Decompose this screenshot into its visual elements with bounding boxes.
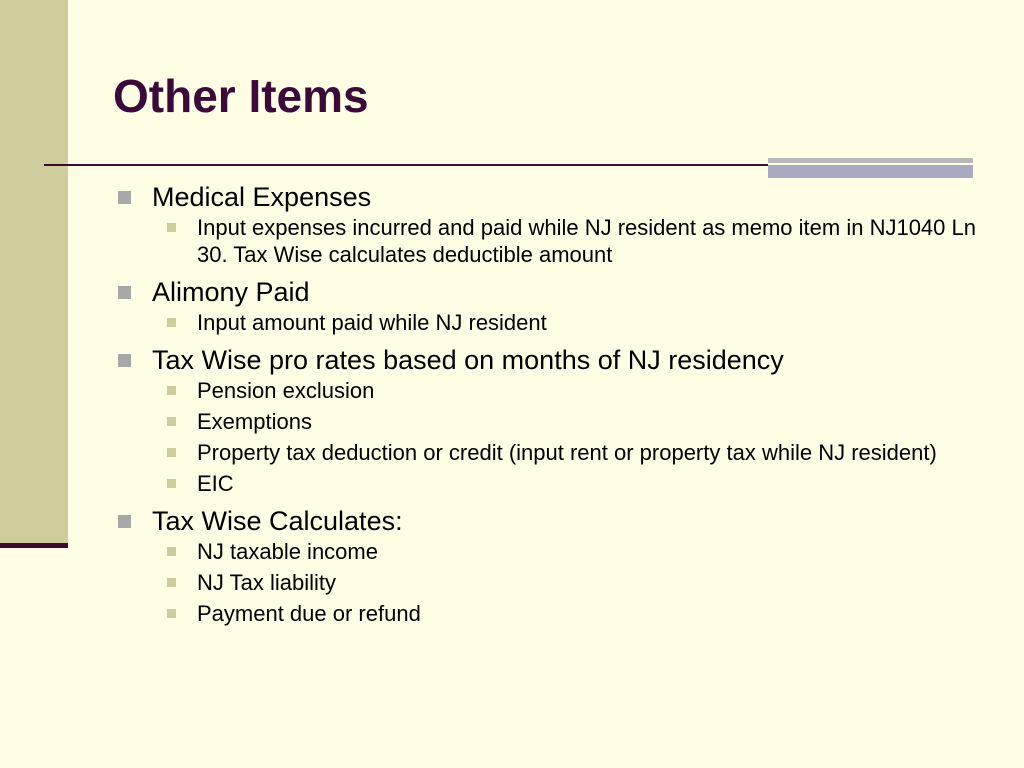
sub-bullet-text: Property tax deduction or credit (input rent or property tax while NJ resident): [197, 440, 937, 465]
bullet-tax-wise-calculates: [113, 504, 983, 538]
square-bullet-icon: [167, 223, 176, 232]
square-bullet-icon: [118, 515, 131, 528]
square-bullet-icon: [118, 286, 131, 299]
sub-bullet-text: Input amount paid while NJ resident: [197, 310, 547, 335]
square-bullet-icon: [118, 191, 131, 204]
sub-bullet-medical-input: [113, 214, 983, 268]
bullet-text: Tax Wise pro rates based on months of NJ residency: [152, 345, 784, 375]
bullet-pro-rates: [113, 343, 983, 377]
sub-bullet-eic: [113, 470, 983, 497]
square-bullet-icon: [167, 417, 176, 426]
square-bullet-icon: [167, 609, 176, 618]
square-bullet-icon: [167, 448, 176, 457]
bullet-text: Medical Expenses: [152, 182, 372, 212]
sub-bullet-text: Payment due or refund: [197, 601, 421, 626]
sub-bullet-alimony-input: [113, 309, 983, 336]
square-bullet-icon: [167, 386, 176, 395]
sub-bullet-payment-due: [113, 600, 983, 627]
sub-bullet-nj-taxable-income: [113, 538, 983, 565]
square-bullet-icon: [167, 479, 176, 488]
sub-bullet-text: NJ Tax liability: [197, 570, 336, 595]
title-divider: [44, 164, 773, 166]
sub-bullet-pension-exclusion: [113, 377, 983, 404]
sub-bullet-exemptions: [113, 408, 983, 435]
left-accent-bar: [0, 0, 68, 545]
sub-bullet-text: Pension exclusion: [197, 378, 375, 403]
title-divider-accent: [768, 158, 973, 178]
sub-bullet-text: NJ taxable income: [197, 539, 378, 564]
sub-bullet-nj-tax-liability: [113, 569, 983, 596]
slide-title: Other Items: [113, 70, 369, 122]
bullet-alimony-paid: [113, 275, 983, 309]
sub-bullet-property-tax: [113, 439, 983, 466]
square-bullet-icon: [167, 578, 176, 587]
left-accent-bar-foot: [0, 543, 68, 548]
bullet-text: Tax Wise Calculates:: [152, 506, 403, 536]
square-bullet-icon: [118, 354, 131, 367]
bullet-medical-expenses: [113, 180, 983, 214]
square-bullet-icon: [167, 547, 176, 556]
bullet-text: Alimony Paid: [152, 277, 310, 307]
sub-bullet-text: EIC: [197, 471, 234, 496]
square-bullet-icon: [167, 318, 176, 327]
slide-body: [113, 180, 983, 627]
sub-bullet-text: Exemptions: [197, 409, 312, 434]
sub-bullet-text: Input expenses incurred and paid while NJ resident as memo item in NJ1040 Ln 30. Tax Wise calculates deductible amount: [197, 215, 976, 267]
